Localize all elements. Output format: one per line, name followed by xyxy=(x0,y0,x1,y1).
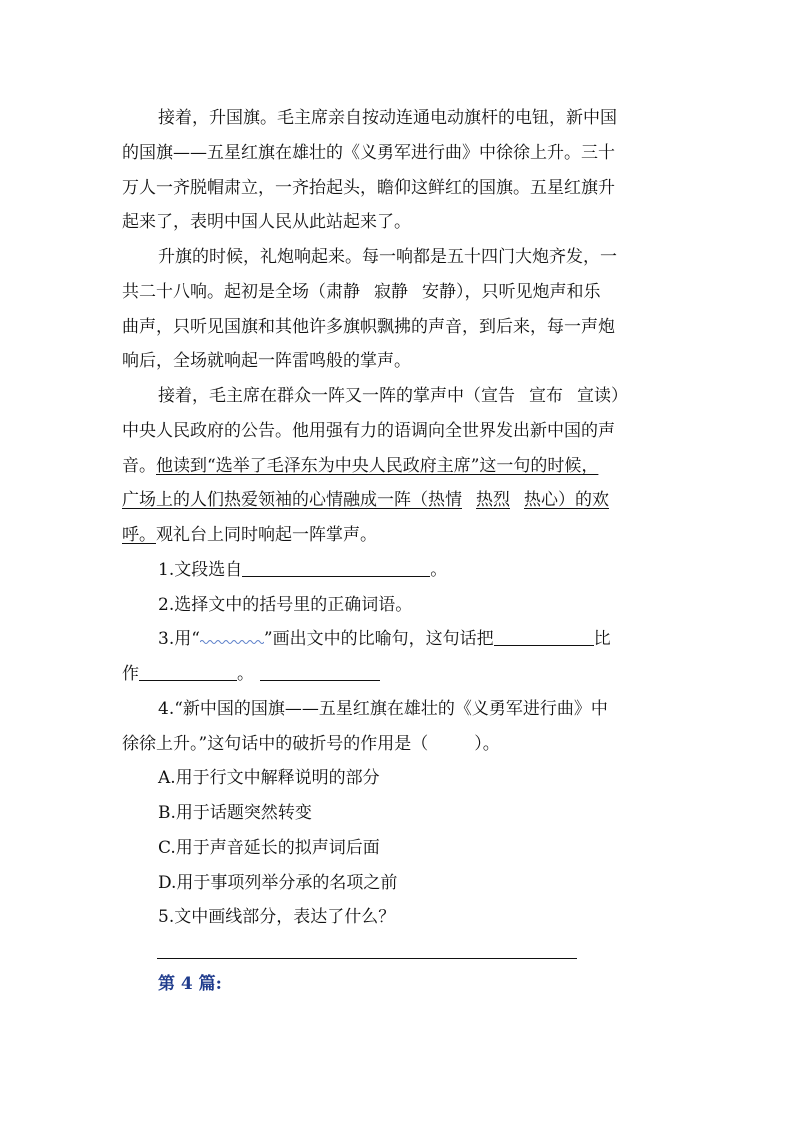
para3-line1 xyxy=(158,384,670,408)
underlined-sentence-end: 呼。 xyxy=(122,525,156,545)
underlined-sentence: 他读到“选举了毛泽东为中央人民政府主席”这一句的时候， xyxy=(156,456,599,476)
para3-line4-end: ）的欢 xyxy=(558,490,609,510)
question-3-text-2: ”画出文中的比喻句，这句话把 xyxy=(263,629,494,649)
para3-line5 xyxy=(122,523,670,547)
para2-line4: 响后，全场就响起一阵雷鸣般的掌声。 xyxy=(122,351,411,371)
choice-option: 安静 xyxy=(422,282,456,302)
para3-line1-end: ） xyxy=(611,386,628,406)
question-3-cont xyxy=(122,662,670,686)
question-4-line2 xyxy=(122,732,670,756)
question-4-line1: 4.“新中国的国旗——五星红旗在雄壮的《义勇军进行曲》中 xyxy=(158,699,608,719)
answer-blank[interactable] xyxy=(494,629,594,646)
option-d: D.用于事项列举分承的名项之前 xyxy=(158,873,398,893)
question-1-text: 1.文段选自 xyxy=(158,560,243,580)
option-a: A.用于行文中解释说明的部分 xyxy=(158,768,380,788)
underlined-sentence xyxy=(122,490,609,510)
question-1 xyxy=(158,558,670,582)
choice-option: 宣告 xyxy=(481,386,515,406)
answer-line[interactable] xyxy=(157,958,577,959)
para3-line2: 中央人民政府的公告。他用强有力的语调向全世界发出新中国的声 xyxy=(122,421,615,441)
question-4-end: ）。 xyxy=(474,734,500,754)
para3-line3-start: 音。 xyxy=(122,456,156,476)
para1-line1: 接着，升国旗。毛主席亲自按动连通电动旗杆的电钮，新中国 xyxy=(158,108,617,128)
option-c: C.用于声音延长的拟声词后面 xyxy=(158,838,380,858)
question-5: 5.文中画线部分，表达了什么？ xyxy=(158,907,396,927)
question-3-text-3: 比 xyxy=(593,629,611,649)
section-heading: 第 4 篇: xyxy=(158,974,222,994)
answer-blank[interactable] xyxy=(242,560,430,577)
para3-line5-rest: 观礼台上同时响起一阵掌声。 xyxy=(156,525,377,545)
para3-line4 xyxy=(122,488,670,512)
question-4-text: 徐徐上升。”这句话中的破折号的作用是（ xyxy=(122,734,429,754)
para3-line1-start: 接着，毛主席在群众一阵又一阵的掌声中（ xyxy=(158,386,481,406)
para2-line1: 升旗的时候，礼炮响起来。每一响都是五十四门大炮齐发，一 xyxy=(158,247,617,267)
answer-blank[interactable] xyxy=(139,664,237,681)
para2-line2-start: 共二十八响。起初是全场（ xyxy=(122,282,326,302)
question-3-text: 3.用“ xyxy=(158,629,200,649)
choice-option: 肃静 xyxy=(326,282,360,302)
question-2: 2.选择文中的括号里的正确词语。 xyxy=(158,595,413,615)
para2-line3: 曲声，只听见国旗和其他许多旗帜飘拂的声音，到后来，每一声炮 xyxy=(122,317,615,337)
question-3 xyxy=(158,627,670,651)
answer-blank[interactable] xyxy=(260,664,380,681)
choice-option: 热情 xyxy=(428,490,462,510)
wavy-underline-icon xyxy=(200,636,264,646)
choice-option: 热心 xyxy=(524,490,558,510)
para3-line3 xyxy=(122,454,670,478)
para3-line4-start: 广场上的人们热爱领袖的心情融成一阵（ xyxy=(122,490,428,510)
option-b: B.用于话题突然转变 xyxy=(158,803,312,823)
para2-line2 xyxy=(122,280,670,304)
choice-option: 热烈 xyxy=(476,490,510,510)
choice-option: 寂静 xyxy=(374,282,408,302)
para1-line2: 的国旗——五星红旗在雄壮的《义勇军进行曲》中徐徐上升。三十 xyxy=(122,143,615,163)
para1-line4: 起来了，表明中国人民从此站起来了。 xyxy=(122,212,411,232)
question-3-text-4: 作 xyxy=(122,664,139,684)
question-3-text-5: 。 xyxy=(237,664,254,684)
para2-line2-end: ），只听见炮声和乐 xyxy=(456,282,601,302)
choice-option: 宣布 xyxy=(529,386,563,406)
question-1-end: 。 xyxy=(430,560,448,580)
choice-option: 宣读 xyxy=(577,386,611,406)
para1-line3: 万人一齐脱帽肃立，一齐抬起头，瞻仰这鲜红的国旗。五星红旗升 xyxy=(122,178,615,198)
